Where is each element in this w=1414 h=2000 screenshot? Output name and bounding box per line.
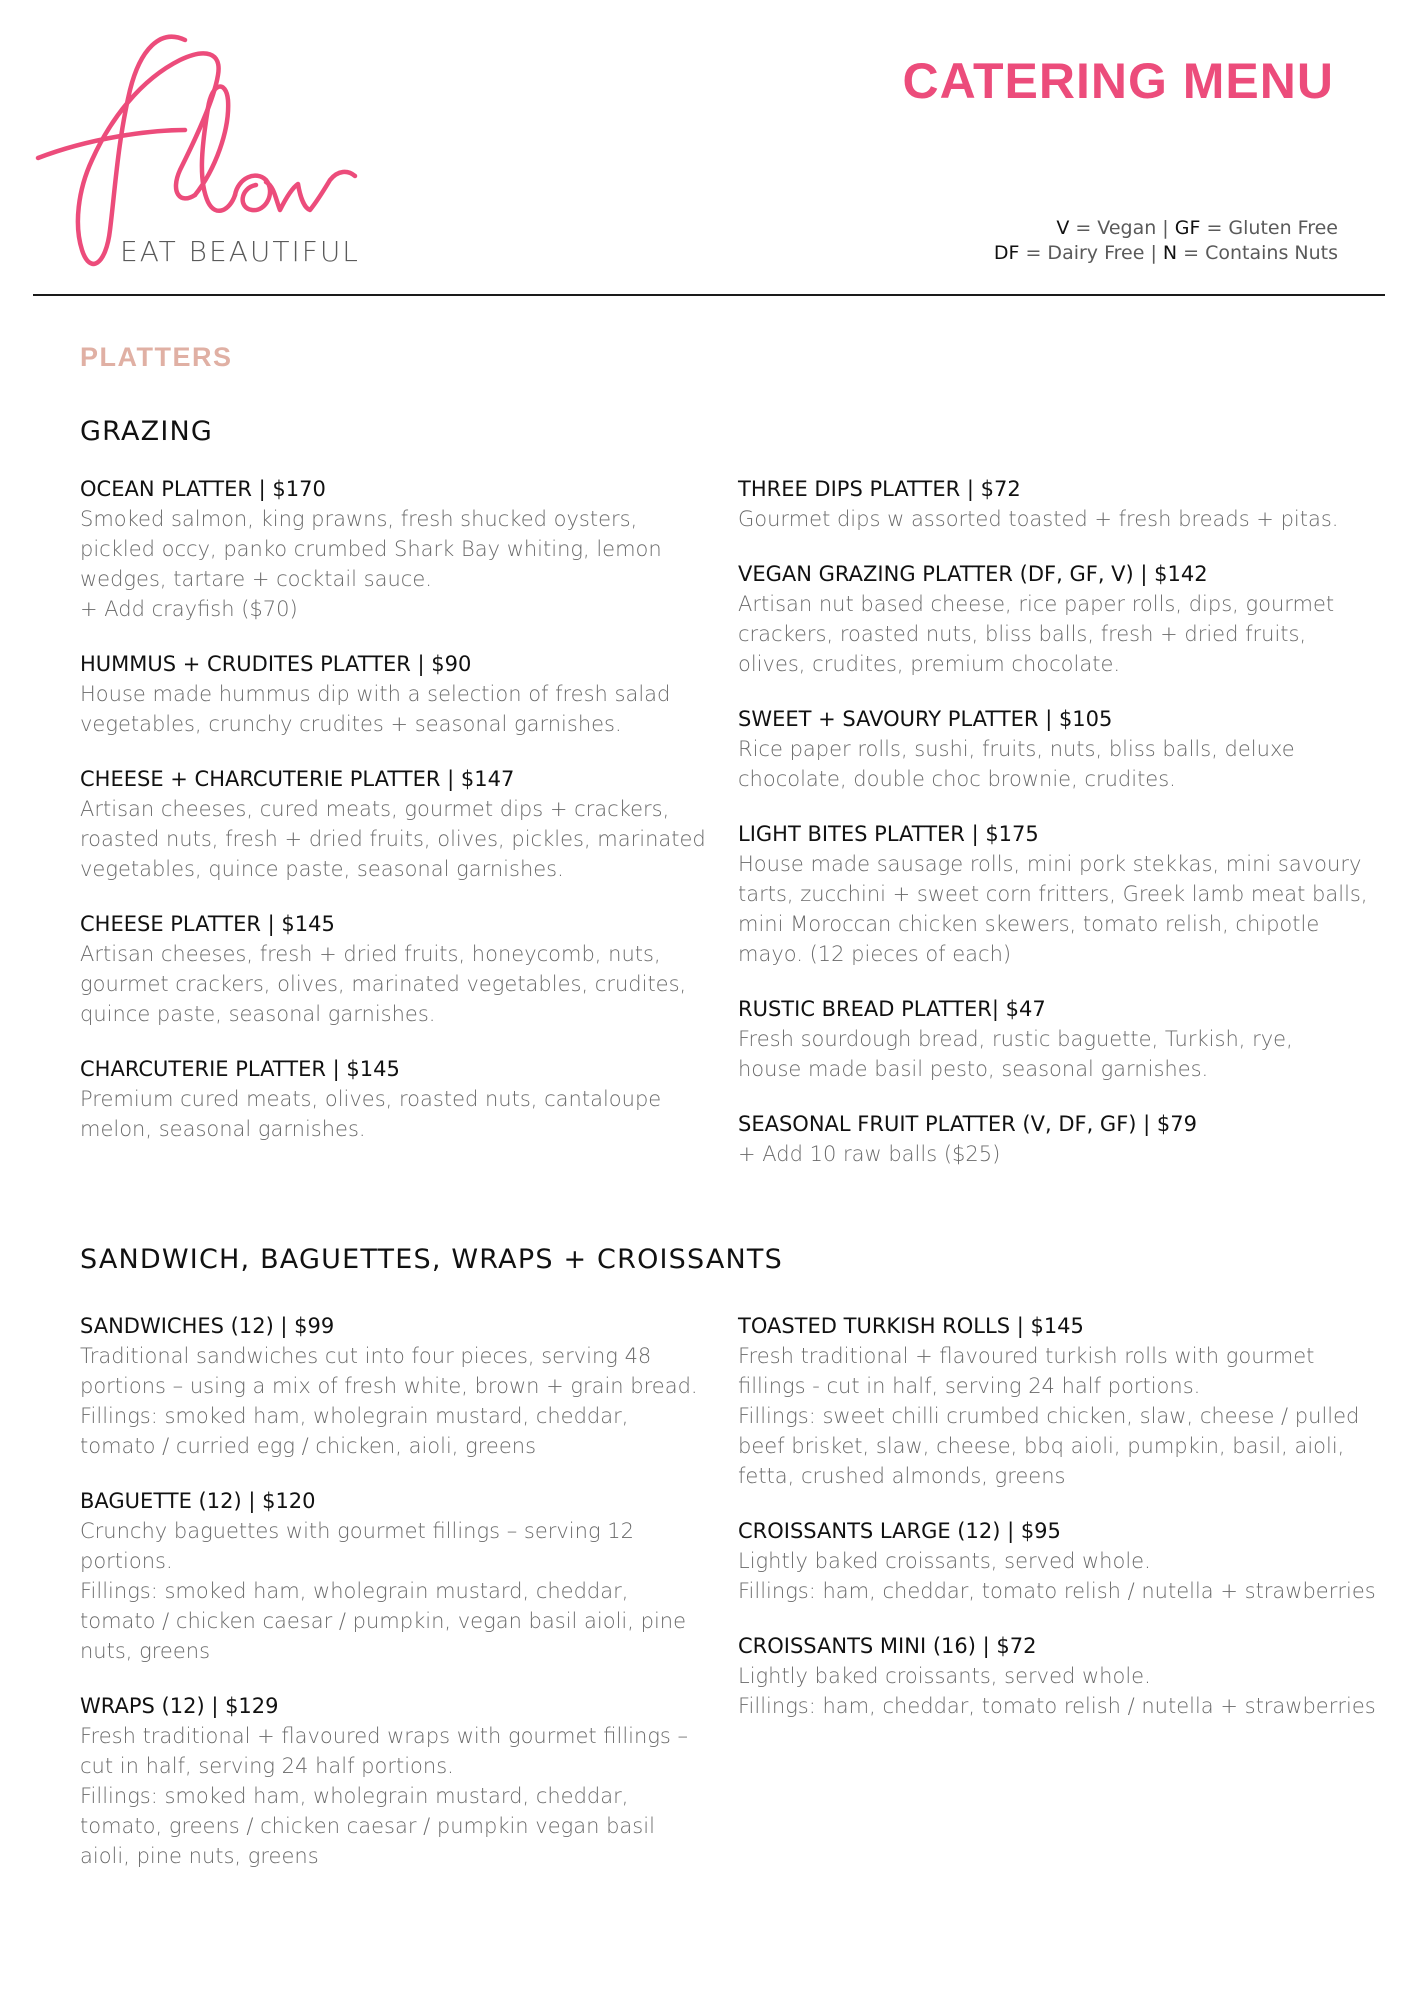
menu-item-description-line: Rice paper rolls, sushi, fruits, nuts, bliss balls, deluxe [738, 737, 1295, 761]
menu-item-description-line: Gourmet dips w assorted toasted + fresh breads + pitas. [738, 507, 1339, 531]
menu-item-title: LIGHT BITES PLATTER | $175 [738, 822, 1039, 846]
menu-item-description-line: gourmet crackers, olives, marinated vegetables, crudites, [80, 972, 687, 996]
menu-item-description [738, 589, 1348, 679]
grazing-right-column [738, 474, 1368, 1194]
menu-item-description-line: pickled occy, panko crumbed Shark Bay whiting, lemon [80, 537, 662, 561]
subsection-heading-sandwiches: SANDWICH, BAGUETTES, WRAPS + CROISSANTS [80, 1244, 783, 1275]
menu-item-description [738, 734, 1348, 794]
menu-item-description-line: Lightly baked croissants, served whole. [738, 1664, 1151, 1688]
menu-item [80, 1311, 698, 1461]
menu-item-description [80, 1341, 698, 1461]
menu-item-description-line: tomato / chicken caesar / pumpkin, vegan basil aioli, pine [80, 1609, 687, 1633]
menu-item-description [80, 1084, 690, 1144]
menu-item-title: RUSTIC BREAD PLATTER| $47 [738, 997, 1046, 1021]
menu-item-title: TOASTED TURKISH ROLLS | $145 [738, 1314, 1084, 1338]
menu-item-title: BAGUETTE (12) | $120 [80, 1489, 316, 1513]
menu-item-title: CROISSANTS LARGE (12) | $95 [738, 1519, 1061, 1543]
menu-item-description [738, 849, 1368, 969]
menu-item [80, 474, 690, 624]
menu-item-description [738, 504, 1348, 534]
menu-item-description-line: tarts, zucchini + sweet corn fritters, Greek lamb meat balls, [738, 882, 1368, 906]
menu-item-description-line: roasted nuts, fresh + dried fruits, olives, pickles, marinated [80, 827, 706, 851]
page-title: CATERING MENU [902, 53, 1334, 109]
menu-item-description [738, 1546, 1376, 1606]
menu-item-description-line: portions. [80, 1549, 173, 1573]
menu-item-description-line: Premium cured meats, olives, roasted nuts, cantaloupe [80, 1087, 662, 1111]
menu-item-description-line: + Add 10 raw balls ($25) [738, 1142, 1001, 1166]
menu-item-description-line: + Add crayfish ($70) [80, 597, 298, 621]
menu-item [738, 474, 1348, 534]
menu-item-description-line: mini Moroccan chicken skewers, tomato relish, chipotle [738, 912, 1320, 936]
menu-item-description-line: cut in half, serving 24 half portions. [80, 1754, 454, 1778]
menu-item [738, 1109, 1348, 1169]
grazing-left-column [80, 474, 706, 1169]
menu-item-title: VEGAN GRAZING PLATTER (DF, GF, V) | $142 [738, 562, 1208, 586]
menu-item-description-line: House made sausage rolls, mini pork stekkas, mini savoury [738, 852, 1362, 876]
legend-line-2 [994, 241, 1338, 266]
section-label-platters: PLATTERS [80, 342, 233, 372]
menu-item-description-line: Fillings: ham, cheddar, tomato relish / nutella + strawberries [738, 1694, 1376, 1718]
menu-item-description-line: Lightly baked croissants, served whole. [738, 1549, 1151, 1573]
menu-item-description-line: Fillings: smoked ham, wholegrain mustard, cheddar, [80, 1579, 629, 1603]
legend-meaning: = Vegan | [1069, 217, 1175, 239]
header-divider [33, 294, 1385, 296]
menu-item-description-line: beef brisket, slaw, cheese, bbq aioli, pumpkin, basil, aioli, [738, 1434, 1345, 1458]
menu-item-description [738, 1661, 1376, 1721]
menu-item-title: SWEET + SAVOURY PLATTER | $105 [738, 707, 1113, 731]
menu-item [80, 649, 690, 739]
menu-item [738, 1311, 1360, 1491]
menu-item-description-line: olives, crudites, premium chocolate. [738, 652, 1121, 676]
menu-item-description-line: Artisan nut based cheese, rice paper rolls, dips, gourmet [738, 592, 1335, 616]
menu-item-title: CHEESE + CHARCUTERIE PLATTER | $147 [80, 767, 515, 791]
brand-tagline: EAT BEAUTIFUL [120, 235, 360, 268]
menu-item-description-line: Artisan cheeses, cured meats, gourmet dips + crackers, [80, 797, 670, 821]
menu-item-description-line: quince paste, seasonal garnishes. [80, 1002, 436, 1026]
menu-item-description-line: Fillings: smoked ham, wholegrain mustard, cheddar, [80, 1784, 629, 1808]
menu-item [738, 1516, 1376, 1606]
menu-item [738, 559, 1348, 679]
legend-meaning: = Gluten Free [1200, 217, 1338, 239]
menu-item-description-line: Fillings: ham, cheddar, tomato relish / nutella + strawberries [738, 1579, 1376, 1603]
menu-item-title: THREE DIPS PLATTER | $72 [738, 477, 1021, 501]
menu-item [80, 764, 706, 884]
menu-item-description-line: Smoked salmon, king prawns, fresh shucked oysters, [80, 507, 638, 531]
menu-item-description-line: Fillings: sweet chilli crumbed chicken, slaw, cheese / pulled [738, 1404, 1360, 1428]
menu-item-description [80, 794, 706, 884]
menu-item-description-line: vegetables, quince paste, seasonal garnishes. [80, 857, 564, 881]
menu-item-description-line: Fresh traditional + flavoured turkish rolls with gourmet [738, 1344, 1315, 1368]
menu-item-description-line: fillings - cut in half, serving 24 half portions. [738, 1374, 1201, 1398]
menu-item [738, 819, 1368, 969]
menu-item-description-line: portions – using a mix of fresh white, brown + grain bread. [80, 1374, 698, 1398]
legend-meaning: = Contains Nuts [1177, 242, 1338, 264]
legend-code: DF [993, 242, 1020, 264]
menu-item-description-line: fetta, crushed almonds, greens [738, 1464, 1066, 1488]
menu-item-description-line: chocolate, double choc brownie, crudites. [738, 767, 1176, 791]
menu-item-title: CHEESE PLATTER | $145 [80, 912, 335, 936]
menu-item-description-line: House made hummus dip with a selection of fresh salad [80, 682, 671, 706]
legend-code: N [1162, 242, 1178, 264]
dietary-legend [994, 216, 1338, 266]
menu-item [80, 1054, 690, 1144]
menu-item-title: WRAPS (12) | $129 [80, 1694, 279, 1718]
sandwiches-left-column [80, 1311, 698, 1896]
menu-item-description-line: Fresh traditional + flavoured wraps with gourmet fillings – [80, 1724, 689, 1748]
menu-item-title: CHARCUTERIE PLATTER | $145 [80, 1057, 400, 1081]
menu-item-description [738, 1139, 1348, 1169]
menu-item-description-line: nuts, greens [80, 1639, 211, 1663]
menu-item [80, 1486, 690, 1666]
legend-line-1 [994, 216, 1338, 241]
menu-item-title: SEASONAL FRUIT PLATTER (V, DF, GF) | $79 [738, 1112, 1197, 1136]
menu-item-title: SANDWICHES (12) | $99 [80, 1314, 335, 1338]
menu-item-description-line: crackers, roasted nuts, bliss balls, fresh + dried fruits, [738, 622, 1307, 646]
menu-item [80, 1691, 690, 1871]
menu-item-description [80, 1721, 690, 1871]
menu-item-title: CROISSANTS MINI (16) | $72 [738, 1634, 1037, 1658]
sandwiches-right-column [738, 1311, 1376, 1746]
legend-code: GF [1174, 217, 1201, 239]
menu-item-description [738, 1024, 1348, 1084]
menu-item-description-line: house made basil pesto, seasonal garnishes. [738, 1057, 1209, 1081]
menu-item-description [80, 1516, 690, 1666]
menu-item [738, 704, 1348, 794]
menu-item-description-line: melon, seasonal garnishes. [80, 1117, 366, 1141]
menu-item-description-line: Traditional sandwiches cut into four pieces, serving 48 [80, 1344, 652, 1368]
menu-item-description-line: Fresh sourdough bread, rustic baguette, Turkish, rye, [738, 1027, 1293, 1051]
menu-item-title: HUMMUS + CRUDITES PLATTER | $90 [80, 652, 472, 676]
legend-meaning: = Dairy Free | [1019, 242, 1163, 264]
menu-item-description-line: Artisan cheeses, fresh + dried fruits, honeycomb, nuts, [80, 942, 661, 966]
menu-item-description-line: Fillings: smoked ham, wholegrain mustard, cheddar, [80, 1404, 629, 1428]
menu-item-description [738, 1341, 1360, 1491]
menu-item [738, 994, 1348, 1084]
menu-item-description [80, 679, 690, 739]
flow-logo [30, 30, 360, 280]
menu-item-description-line: mayo. (12 pieces of each) [738, 942, 1012, 966]
subsection-heading-grazing: GRAZING [80, 416, 214, 447]
menu-item-description-line: vegetables, crunchy crudites + seasonal garnishes. [80, 712, 622, 736]
menu-item [738, 1631, 1376, 1721]
menu-item-description-line: tomato / curried egg / chicken, aioli, greens [80, 1434, 537, 1458]
menu-item-description-line: tomato, greens / chicken caesar / pumpkin vegan basil [80, 1814, 655, 1838]
menu-item-description-line: Crunchy baguettes with gourmet fillings – serving 12 [80, 1519, 634, 1543]
menu-item-description [80, 939, 690, 1029]
legend-code: V [1056, 217, 1070, 239]
menu-item-title: OCEAN PLATTER | $170 [80, 477, 326, 501]
menu-item [80, 909, 690, 1029]
menu-item-description [80, 504, 690, 624]
menu-item-description-line: aioli, pine nuts, greens [80, 1844, 319, 1868]
menu-item-description-line: wedges, tartare + cocktail sauce. [80, 567, 432, 591]
